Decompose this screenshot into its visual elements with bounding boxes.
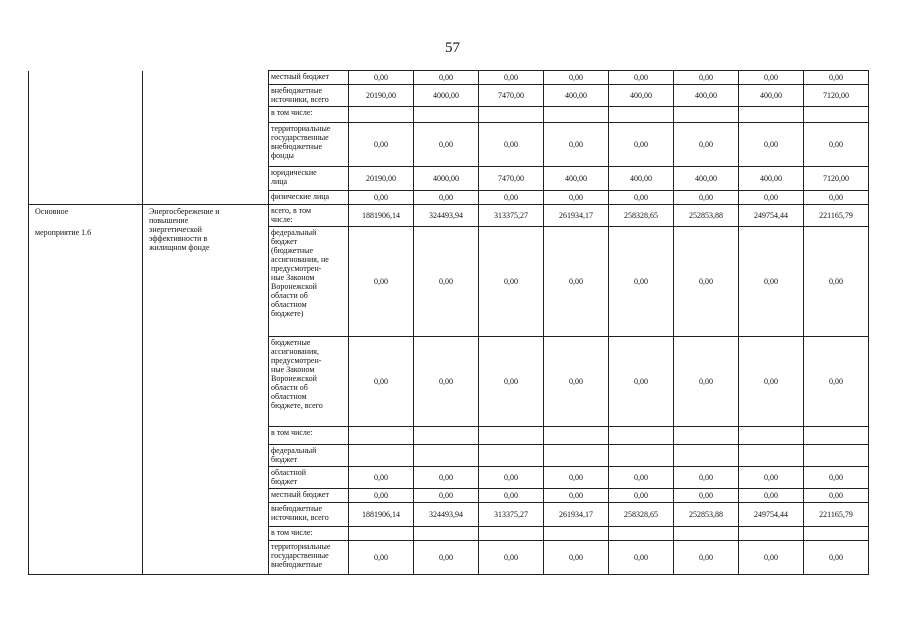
activity-kind-line1: Основное — [35, 207, 69, 216]
value-cell: 0,00 — [804, 123, 869, 167]
row-label: в том числе: — [269, 107, 349, 123]
value-cell: 0,00 — [739, 541, 804, 575]
row-label: федеральный бюджет (бюджетные ассигнования, не предусмотрен- ные Законом Воронежской области об областном бюджете) — [269, 227, 349, 337]
value-cell: 324493,94 — [414, 205, 479, 227]
value-cell — [609, 107, 674, 123]
value-cell: 0,00 — [479, 123, 544, 167]
value-cell: 0,00 — [349, 71, 414, 85]
value-cell — [544, 445, 609, 467]
value-cell: 0,00 — [349, 541, 414, 575]
value-cell — [739, 527, 804, 541]
value-cell — [674, 107, 739, 123]
value-cell: 252853,88 — [674, 205, 739, 227]
value-cell: 0,00 — [349, 227, 414, 337]
value-cell — [804, 527, 869, 541]
value-cell: 0,00 — [739, 191, 804, 205]
value-cell — [609, 445, 674, 467]
value-cell: 0,00 — [739, 123, 804, 167]
value-cell: 0,00 — [479, 71, 544, 85]
row-label: внебюджетные источники, всего — [269, 503, 349, 527]
value-cell: 400,00 — [674, 167, 739, 191]
value-cell: 0,00 — [414, 123, 479, 167]
budget-table — [28, 70, 869, 575]
value-cell — [739, 445, 804, 467]
value-cell: 258328,65 — [609, 503, 674, 527]
value-cell: 0,00 — [609, 227, 674, 337]
value-cell: 0,00 — [674, 71, 739, 85]
value-cell — [479, 427, 544, 445]
value-cell — [544, 527, 609, 541]
value-cell: 0,00 — [609, 489, 674, 503]
value-cell: 249754,44 — [739, 503, 804, 527]
value-cell — [674, 527, 739, 541]
row-label: физические лица — [269, 191, 349, 205]
value-cell — [414, 445, 479, 467]
value-cell: 249754,44 — [739, 205, 804, 227]
empty-cell — [29, 71, 143, 205]
value-cell: 0,00 — [479, 541, 544, 575]
value-cell: 313375,27 — [479, 205, 544, 227]
value-cell: 400,00 — [609, 85, 674, 107]
table-body — [29, 71, 869, 575]
value-cell — [349, 427, 414, 445]
value-cell — [349, 445, 414, 467]
value-cell: 7120,00 — [804, 85, 869, 107]
value-cell: 0,00 — [674, 467, 739, 489]
value-cell: 0,00 — [739, 467, 804, 489]
value-cell: 0,00 — [804, 191, 869, 205]
value-cell: 0,00 — [349, 467, 414, 489]
value-cell — [804, 427, 869, 445]
value-cell: 400,00 — [674, 85, 739, 107]
value-cell: 0,00 — [544, 489, 609, 503]
value-cell — [674, 445, 739, 467]
row-label: местный бюджет — [269, 71, 349, 85]
value-cell: 1881906,14 — [349, 205, 414, 227]
value-cell: 0,00 — [479, 227, 544, 337]
value-cell: 0,00 — [804, 227, 869, 337]
value-cell: 0,00 — [804, 541, 869, 575]
value-cell — [414, 427, 479, 445]
activity-kind-cell — [29, 205, 143, 575]
value-cell: 0,00 — [609, 123, 674, 167]
value-cell: 0,00 — [804, 467, 869, 489]
value-cell — [544, 427, 609, 445]
value-cell: 0,00 — [674, 191, 739, 205]
value-cell: 258328,65 — [609, 205, 674, 227]
value-cell: 0,00 — [804, 71, 869, 85]
value-cell — [544, 107, 609, 123]
value-cell — [479, 445, 544, 467]
value-cell: 261934,17 — [544, 503, 609, 527]
value-cell: 0,00 — [414, 467, 479, 489]
value-cell: 0,00 — [739, 71, 804, 85]
value-cell: 0,00 — [414, 541, 479, 575]
row-label: областной бюджет — [269, 467, 349, 489]
value-cell — [414, 527, 479, 541]
row-label: юридические лица — [269, 167, 349, 191]
value-cell: 313375,27 — [479, 503, 544, 527]
row-label: местный бюджет — [269, 489, 349, 503]
value-cell: 0,00 — [544, 71, 609, 85]
value-cell: 0,00 — [479, 489, 544, 503]
value-cell: 0,00 — [674, 489, 739, 503]
value-cell — [414, 107, 479, 123]
value-cell: 0,00 — [674, 227, 739, 337]
row-label: территориальные государственные внебюджетные фонды — [269, 123, 349, 167]
value-cell: 0,00 — [414, 489, 479, 503]
table-row — [29, 205, 869, 227]
value-cell: 0,00 — [544, 337, 609, 427]
value-cell — [479, 107, 544, 123]
value-cell — [739, 427, 804, 445]
value-cell: 0,00 — [544, 467, 609, 489]
value-cell: 0,00 — [414, 191, 479, 205]
value-cell: 324493,94 — [414, 503, 479, 527]
activity-kind-line2: мероприятие 1.6 — [35, 228, 92, 237]
row-label: всего, в том числе: — [269, 205, 349, 227]
value-cell: 0,00 — [479, 467, 544, 489]
row-label: территориальные государственные внебюджетные — [269, 541, 349, 575]
value-cell — [609, 527, 674, 541]
activity-title: Энергосбережение и повышение энергетической эффективности в жилищном фонде — [143, 205, 269, 575]
value-cell — [349, 527, 414, 541]
value-cell: 0,00 — [804, 337, 869, 427]
value-cell: 0,00 — [544, 541, 609, 575]
page-number: 57 — [445, 40, 460, 56]
value-cell: 0,00 — [674, 541, 739, 575]
value-cell: 0,00 — [414, 337, 479, 427]
value-cell — [804, 107, 869, 123]
value-cell: 7120,00 — [804, 167, 869, 191]
table-row — [29, 71, 869, 85]
value-cell: 0,00 — [739, 227, 804, 337]
value-cell — [804, 445, 869, 467]
value-cell: 0,00 — [609, 337, 674, 427]
value-cell: 0,00 — [609, 541, 674, 575]
value-cell: 1881906,14 — [349, 503, 414, 527]
value-cell: 0,00 — [544, 191, 609, 205]
value-cell: 0,00 — [609, 71, 674, 85]
value-cell — [674, 427, 739, 445]
value-cell: 0,00 — [739, 337, 804, 427]
value-cell: 400,00 — [739, 167, 804, 191]
value-cell: 0,00 — [609, 467, 674, 489]
value-cell: 0,00 — [414, 227, 479, 337]
value-cell: 0,00 — [544, 123, 609, 167]
value-cell — [479, 527, 544, 541]
value-cell: 20190,00 — [349, 167, 414, 191]
value-cell: 0,00 — [479, 337, 544, 427]
value-cell: 4000,00 — [414, 167, 479, 191]
value-cell — [609, 427, 674, 445]
value-cell: 0,00 — [674, 337, 739, 427]
row-label: бюджетные ассигнования, предусмотрен- ные Законом Воронежской области об областном бюджете, всего — [269, 337, 349, 427]
row-label: в том числе: — [269, 527, 349, 541]
value-cell: 0,00 — [349, 489, 414, 503]
value-cell: 252853,88 — [674, 503, 739, 527]
value-cell: 0,00 — [349, 191, 414, 205]
value-cell: 0,00 — [544, 227, 609, 337]
row-label: федеральный бюджет — [269, 445, 349, 467]
value-cell: 0,00 — [414, 71, 479, 85]
value-cell: 0,00 — [349, 337, 414, 427]
value-cell: 0,00 — [609, 191, 674, 205]
value-cell: 0,00 — [479, 191, 544, 205]
value-cell — [349, 107, 414, 123]
value-cell: 221165,79 — [804, 205, 869, 227]
value-cell: 400,00 — [544, 167, 609, 191]
value-cell: 7470,00 — [479, 85, 544, 107]
value-cell: 0,00 — [804, 489, 869, 503]
value-cell: 0,00 — [674, 123, 739, 167]
value-cell: 400,00 — [739, 85, 804, 107]
value-cell: 0,00 — [739, 489, 804, 503]
value-cell: 261934,17 — [544, 205, 609, 227]
value-cell: 400,00 — [544, 85, 609, 107]
value-cell: 0,00 — [349, 123, 414, 167]
value-cell: 20190,00 — [349, 85, 414, 107]
value-cell — [739, 107, 804, 123]
value-cell: 221165,79 — [804, 503, 869, 527]
value-cell: 400,00 — [609, 167, 674, 191]
row-label: внебюджетные источники, всего — [269, 85, 349, 107]
row-label: в том числе: — [269, 427, 349, 445]
value-cell: 4000,00 — [414, 85, 479, 107]
value-cell: 7470,00 — [479, 167, 544, 191]
empty-cell — [143, 71, 269, 205]
